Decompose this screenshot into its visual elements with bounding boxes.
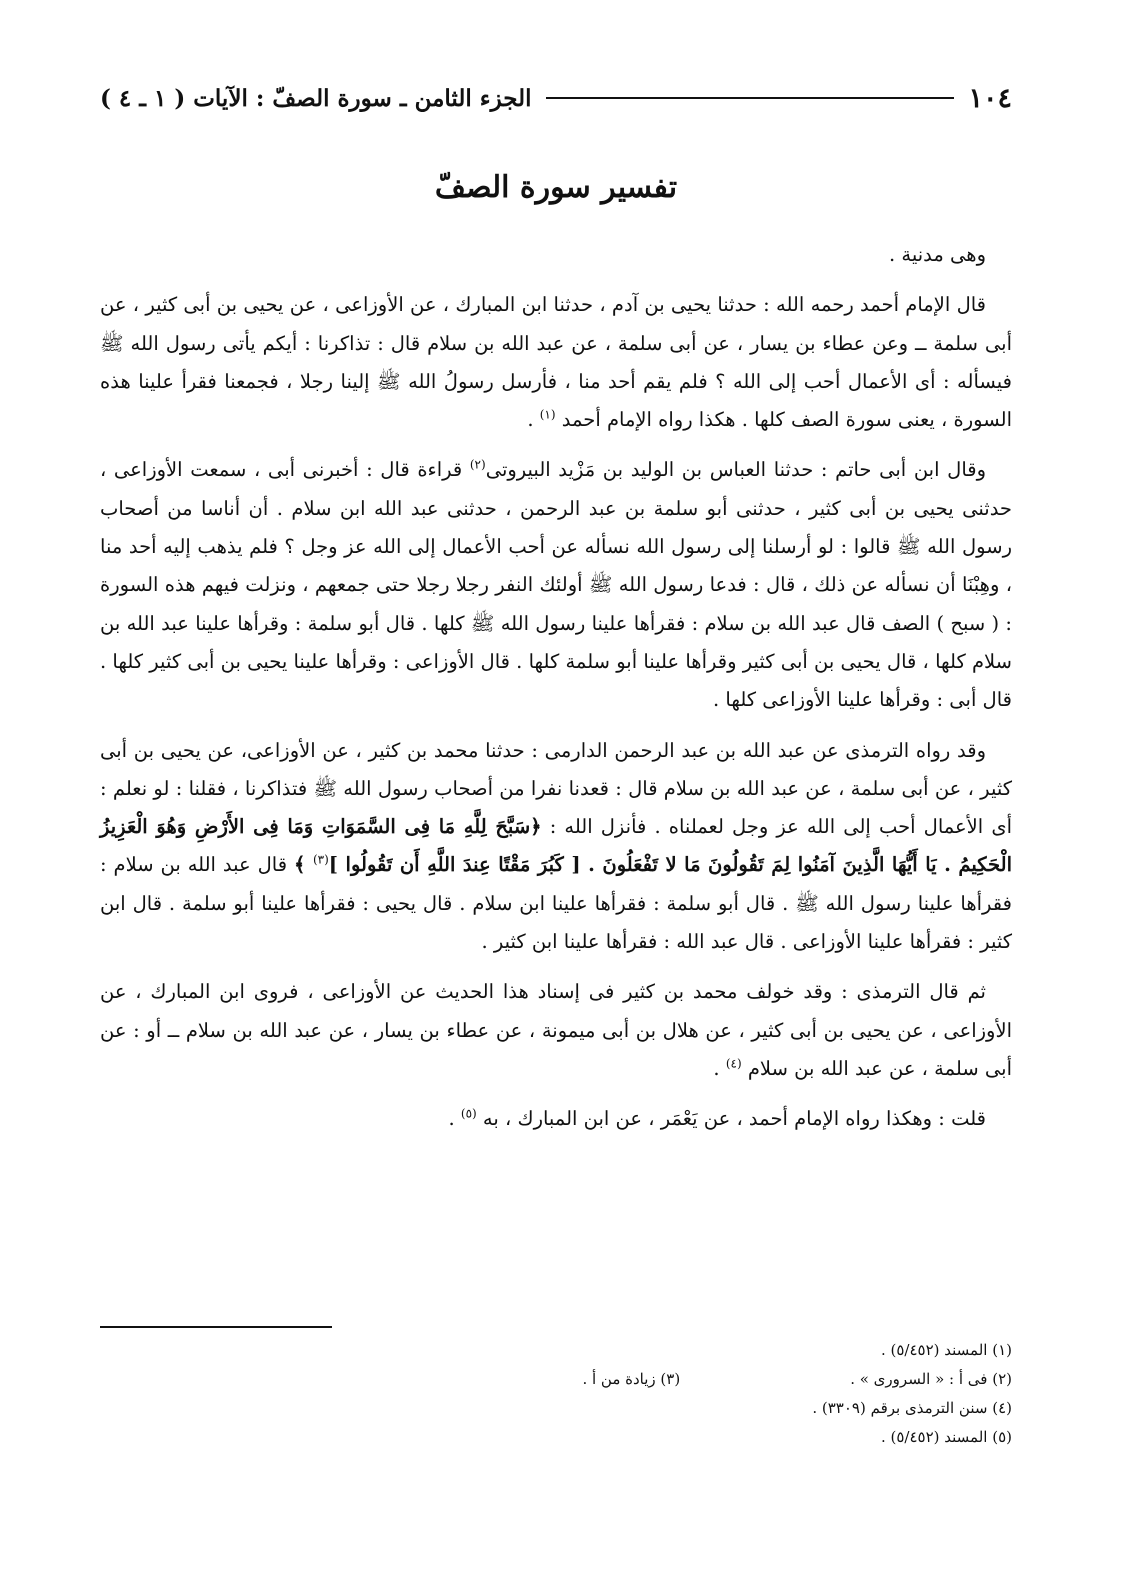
footnote-2: (٢) فى أ : « السرورى » . (850, 1370, 1012, 1388)
book-page (100, 0, 1012, 1589)
paragraph-end: . (713, 1056, 726, 1080)
footnote-rule (100, 1326, 332, 1328)
quran-verse: ﴿سَبَّحَ لِلَّهِ مَا فِى السَّمَوَاتِ وَمَا فِى الأَرْضِ وَهُوَ الْعَزِيزُ الْحَكِيمُ . يَا أَيُّهَا الَّذِينَ آمَنُوا لِمَ تَقُولُونَ مَا لا تَفْعَلُونَ . [ كَبُرَ مَقْتًا عِندَ اللَّهِ أَن تَقُولُوا ] (100, 815, 1012, 877)
footnote-5: (٥) المسند (٥/٤٥٢) . (880, 1428, 1012, 1446)
footnotes (100, 1336, 1012, 1452)
footnote-3: (٣) زيادة من أ . (582, 1370, 681, 1388)
surah-title: تفسير سورة الصفّ (434, 170, 678, 205)
paragraph-end: . (448, 1107, 461, 1131)
footnote-ref: (٢) (469, 457, 486, 472)
paragraph (100, 1100, 1012, 1138)
paragraph-text: قال الإمام أحمد رحمه الله : حدثنا يحيى بن آدم ، حدثنا ابن المبارك ، عن الأوزاعى ، عن يحيى بن أبى كثير ، عن أبى سلمة ــ وعن عطاء بن يسار ، عن أبى سلمة ، عن عبد الله بن سلام قال : تذاكرنا : أيكم يأتى رسول الله ﷺ فيسأله : أى الأعمال أحب إلى الله ؟ فلم يقم أحد منا ، فأرسل رسولُ الله ﷺ إلينا رجلا ، فجمعنا فقرأ علينا هذه السورة ، يعنى سورة الصف كلها . هكذا رواه الإمام أحمد (100, 293, 1012, 432)
paragraph-end: . (527, 408, 540, 432)
footnote-ref: (٤) (725, 1056, 742, 1071)
footnote-row (100, 1365, 1012, 1394)
footnote-1: (١) المسند (٥/٤٥٢) . (880, 1341, 1012, 1359)
paragraph (100, 973, 1012, 1088)
page-number: ١٠٤ (968, 82, 1012, 114)
paragraph-text: ثم قال الترمذى : وقد خولف محمد بن كثير فى إسناد هذا الحديث عن الأوزاعى ، فروى ابن المبارك ، عن الأوزاعى ، عن يحيى بن أبى كثير ، عن هلال بن أبى ميمونة ، عن عطاء بن يسار ، عن عبد الله بن سلام ــ أو : عن أبى سلمة ، عن عبد الله بن سلام (100, 980, 1012, 1080)
paragraph-text: وقال ابن أبى حاتم : حدثنا العباس بن الوليد بن مَزْيد البيروتى (485, 458, 987, 482)
body-text (100, 236, 1012, 1151)
paragraph-text: وقد رواه الترمذى عن عبد الله بن عبد الرحمن الدارمى : حدثنا محمد بن كثير ، عن الأوزاعى، عن يحيى بن أبى كثير ، عن أبى سلمة ، عن عبد الله بن سلام قال : قعدنا نفرا من أصحاب رسول الله ﷺ فتذاكرنا ، فقلنا : لو نعلم : أى الأعمال أحب إلى الله عز وجل لعملناه . فأنزل الله : (100, 738, 1013, 839)
paragraph-text: قلت : وهكذا رواه الإمام أحمد ، عن يَعْمَر ، عن ابن المبارك ، به (482, 1107, 986, 1131)
paragraph-text: قال عبد الله بن سلام : فقرأها علينا رسول الله ﷺ . قال أبو سلمة : فقرأها علينا ابن سلام . قال يحيى : فقرأها علينا أبو سلمة . قال ابن كثير : فقرأها علينا الأوزاعى . قال عبد الله : فقرأها علينا ابن كثير . (100, 853, 1012, 954)
paragraph (100, 732, 1012, 962)
paragraph-text: قراءة قال : أخبرنى أبى ، سمعت الأوزاعى ، حدثنى يحيى بن أبى كثير ، حدثنى أبو سلمة بن عبد الرحمن ، حدثنى عبد الله ابن سلام . أن أناسا من أصحاب رسول الله ﷺ قالوا : لو أرسلنا إلى رسول الله نسأله عن أحب الأعمال إلى الله عز وجل ؟ فلم يذهب إليه أحد منا ، وهِبْنَا أن نسأله عن ذلك ، قال : فدعا رسول الله ﷺ أولئك النفر رجلا رجلا حتى جمعهم ، ونزلت فيهم هذه السورة : ( سبح ) الصف قال عبد الله بن سلام : فقرأها علينا رسول الله ﷺ كلها . قال أبو سلمة : وقرأها علينا عبد الله بن سلام كلها ، قال يحيى بن أبى كثير وقرأها علينا أبو سلمة كلها . قال الأوزاعى : وقرأها علينا يحيى بن أبى كثير كلها . قال أبى : وقرأها علينا الأوزاعى كلها . (100, 458, 1012, 712)
running-title: الجزء الثامن ـ سورة الصفّ : الآيات ( ١ ـ ٤ ) (100, 84, 532, 112)
quran-verse-end: ﴾ (293, 853, 313, 877)
paragraph-text: وهى مدنية . (889, 243, 986, 266)
footnote-row (100, 1394, 1012, 1423)
header-rule (546, 97, 955, 99)
footnote-row (100, 1423, 1012, 1452)
paragraph (100, 286, 1012, 439)
footnote-4: (٤) سنن الترمذى برقم (٣٣٠٩) . (812, 1399, 1012, 1417)
paragraph (100, 451, 1012, 719)
footnote-ref: (١) (539, 407, 556, 422)
paragraph (100, 236, 1012, 274)
footnote-row (100, 1336, 1012, 1365)
footnote-ref: (٣) (312, 852, 329, 867)
footnote-ref: (٥) (460, 1106, 477, 1121)
running-head (100, 78, 1012, 118)
